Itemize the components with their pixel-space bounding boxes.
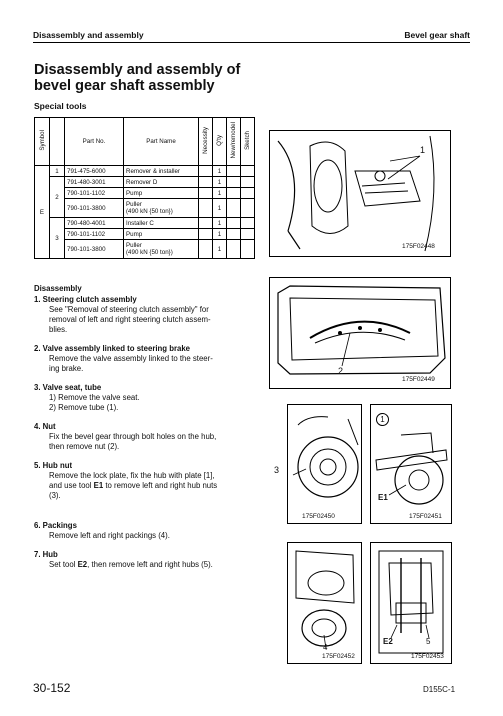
qty-cell: 1 — [213, 229, 227, 240]
part-name-cell: Remover D — [124, 177, 199, 188]
figure-6-code: 175F02453 — [411, 653, 444, 660]
figure-5-code: 175F02452 — [322, 653, 355, 660]
th-part-no: Part No. — [65, 118, 124, 166]
symbol-cell: E — [35, 166, 50, 259]
qty-cell: 1 — [213, 188, 227, 199]
qty-cell: 1 — [213, 177, 227, 188]
figure-2-code: 175F02449 — [402, 376, 435, 383]
disassembly-steps — [34, 284, 239, 579]
step-3: 3. Valve seat, tube 1) Remove the valve seat. 2) Remove tube (1). — [34, 383, 140, 412]
figure-1-code: 175F02448 — [402, 243, 435, 250]
step-7: 7. Hub Set tool E2, then remove left and right hubs (5). — [34, 550, 213, 569]
figure-4-plate-callout: 1 — [376, 413, 389, 426]
figure-4-hub-plate-tool — [370, 404, 452, 524]
th-part-name: Part Name — [124, 118, 199, 166]
figure-6-hub-removal — [370, 542, 452, 664]
part-name-cell: Remover & installer — [124, 166, 199, 177]
figure-2-callout: 2 — [338, 366, 344, 376]
model-code: D155C-1 — [423, 685, 456, 694]
figure-4-code: 175F02451 — [409, 513, 442, 520]
figure-4-tool-callout: E1 — [378, 493, 388, 502]
special-tools-table — [34, 117, 255, 259]
header-rule — [33, 42, 470, 43]
part-no-cell: 791-480-3001 — [65, 177, 124, 188]
qty-cell: 1 — [213, 199, 227, 218]
table-row — [35, 240, 255, 259]
part-no-cell: 790-101-3800 — [65, 199, 124, 218]
part-no-cell: 790-101-1102 — [65, 188, 124, 199]
qty-cell: 1 — [213, 240, 227, 259]
figure-3-callout: 3 — [274, 465, 280, 475]
th-symbol: Symbol — [35, 118, 50, 166]
figure-6-tool-callout: E2 — [383, 637, 393, 646]
page-number: 30-152 — [33, 681, 71, 695]
step-6: 6. Packings Remove left and right packings (4). — [34, 521, 170, 540]
figure-5-packing — [287, 542, 362, 664]
header-topic-title: Bevel gear shaft — [404, 30, 470, 40]
part-no-cell: 790-101-1102 — [65, 229, 124, 240]
figure-5-callout: 4 — [323, 643, 328, 652]
th-necessity: Necessity — [199, 118, 213, 166]
group-cell: 2 — [50, 177, 65, 218]
step-4: 4. Nut Fix the bevel gear through bolt holes on the hub, then remove nut (2). — [34, 422, 217, 451]
table-row — [35, 218, 255, 229]
part-name-cell: Pump — [124, 229, 199, 240]
part-no-cell: 790-480-4001 — [65, 218, 124, 229]
qty-cell: 1 — [213, 218, 227, 229]
disassembly-heading: Disassembly — [34, 284, 82, 293]
table-row — [35, 199, 255, 218]
part-name-cell: Puller (490 kN {50 ton}) — [124, 240, 199, 259]
part-name-cell: Installer C — [124, 218, 199, 229]
group-cell: 1 — [50, 166, 65, 177]
qty-cell: 1 — [213, 166, 227, 177]
header-section-title: Disassembly and assembly — [33, 30, 144, 40]
figure-1-steering-tube — [269, 130, 451, 257]
part-no-cell: 790-101-3800 — [65, 240, 124, 259]
th-qty: Q'ty — [213, 118, 227, 166]
group-cell: 3 — [50, 218, 65, 259]
th-sketch: Sketch — [241, 118, 255, 166]
part-name-cell: Puller (490 kN {50 ton}) — [124, 199, 199, 218]
part-no-cell: 791-475-6000 — [65, 166, 124, 177]
step-1: 1. Steering clutch assembly See "Removal of steering clutch assembly" for removal of left and right steering clutch assem- blies. — [34, 295, 211, 334]
table-row — [35, 229, 255, 240]
figure-6-callout: 5 — [426, 637, 431, 646]
figure-1-callout: 1 — [420, 145, 426, 155]
table-row — [35, 177, 255, 188]
table-row — [35, 166, 255, 177]
step-5: 5. Hub nut Remove the lock plate, fix the hub with plate [1], and use tool E1 to remove left and right hub nuts (3). — [34, 461, 218, 500]
table-row — [35, 188, 255, 199]
part-name-cell: Pump — [124, 188, 199, 199]
th-group — [50, 118, 65, 166]
th-new-remodel: New/remodel — [227, 118, 241, 166]
step-2: 2. Valve assembly linked to steering brake Remove the valve assembly linked to the steer- ing brake. — [34, 344, 213, 373]
page-title: Disassembly and assembly of bevel gear shaft assembly — [34, 62, 241, 94]
figure-2-bevel-gear-nut — [269, 277, 451, 389]
special-tools-heading: Special tools — [34, 101, 87, 111]
figure-3-drawing — [288, 405, 361, 523]
figure-3-hub-nut — [274, 404, 362, 524]
figure-3-code: 175F02450 — [302, 513, 335, 520]
figure-2-drawing — [270, 278, 450, 388]
